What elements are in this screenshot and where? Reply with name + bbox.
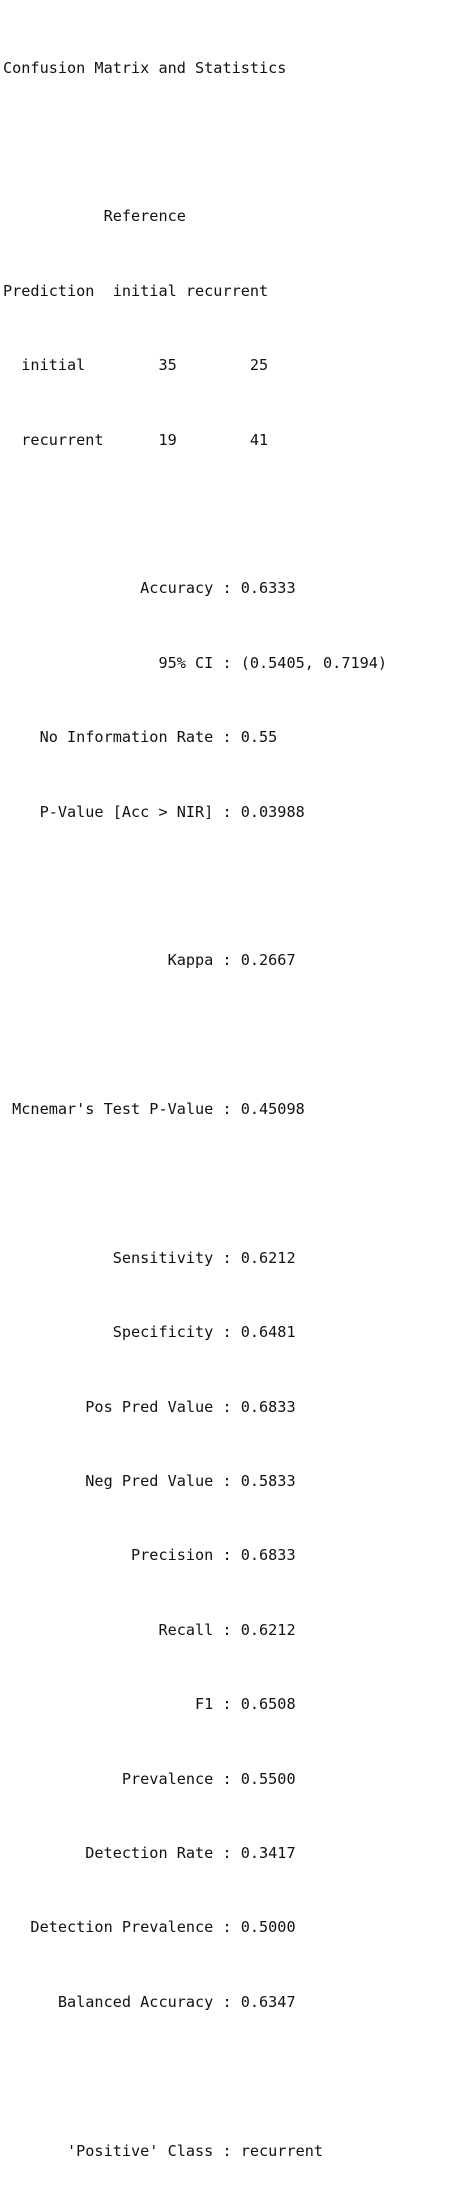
stat-mcnemar-p-value: Mcnemar's Test P-Value : 0.45098 bbox=[3, 1100, 305, 1119]
stat-detection-rate: Detection Rate : 0.3417 bbox=[3, 1843, 296, 1862]
blank-line bbox=[3, 1023, 387, 1048]
confusion-matrix-row-initial: initial 35 25 bbox=[3, 356, 269, 375]
stat-positive-class: 'Positive' Class : recurrent bbox=[3, 2141, 324, 2160]
confusion-matrix-reference-header: Reference bbox=[3, 207, 186, 226]
stat-95-ci: 95% CI : (0.5405, 0.7194) bbox=[3, 653, 388, 672]
blank-line bbox=[3, 874, 387, 899]
stat-recall: Recall : 0.6212 bbox=[3, 1620, 296, 1639]
stat-neg-pred-value: Neg Pred Value : 0.5833 bbox=[3, 1472, 296, 1491]
console-output bbox=[3, 6, 387, 2188]
blank-line bbox=[3, 130, 387, 155]
stat-precision: Precision : 0.6833 bbox=[3, 1546, 296, 1565]
blank-line bbox=[3, 1171, 387, 1196]
stat-prevalence: Prevalence : 0.5500 bbox=[3, 1769, 296, 1788]
stat-pos-pred-value: Pos Pred Value : 0.6833 bbox=[3, 1397, 296, 1416]
stat-specificity: Specificity : 0.6481 bbox=[3, 1323, 296, 1342]
confusion-matrix-column-header: Prediction initial recurrent bbox=[3, 281, 269, 300]
stat-no-information-rate: No Information Rate : 0.55 bbox=[3, 728, 278, 747]
output-title: Confusion Matrix and Statistics bbox=[3, 58, 287, 77]
stat-accuracy: Accuracy : 0.6333 bbox=[3, 579, 296, 598]
confusion-matrix-row-recurrent: recurrent 19 41 bbox=[3, 430, 269, 449]
stat-kappa: Kappa : 0.2667 bbox=[3, 951, 296, 970]
blank-line bbox=[3, 502, 387, 527]
stat-balanced-accuracy: Balanced Accuracy : 0.6347 bbox=[3, 1992, 296, 2011]
stat-sensitivity: Sensitivity : 0.6212 bbox=[3, 1248, 296, 1267]
stat-detection-prevalence: Detection Prevalence : 0.5000 bbox=[3, 1918, 296, 1937]
stat-p-value-acc-nir: P-Value [Acc > NIR] : 0.03988 bbox=[3, 802, 305, 821]
stat-f1: F1 : 0.6508 bbox=[3, 1695, 296, 1714]
blank-line bbox=[3, 2064, 387, 2089]
